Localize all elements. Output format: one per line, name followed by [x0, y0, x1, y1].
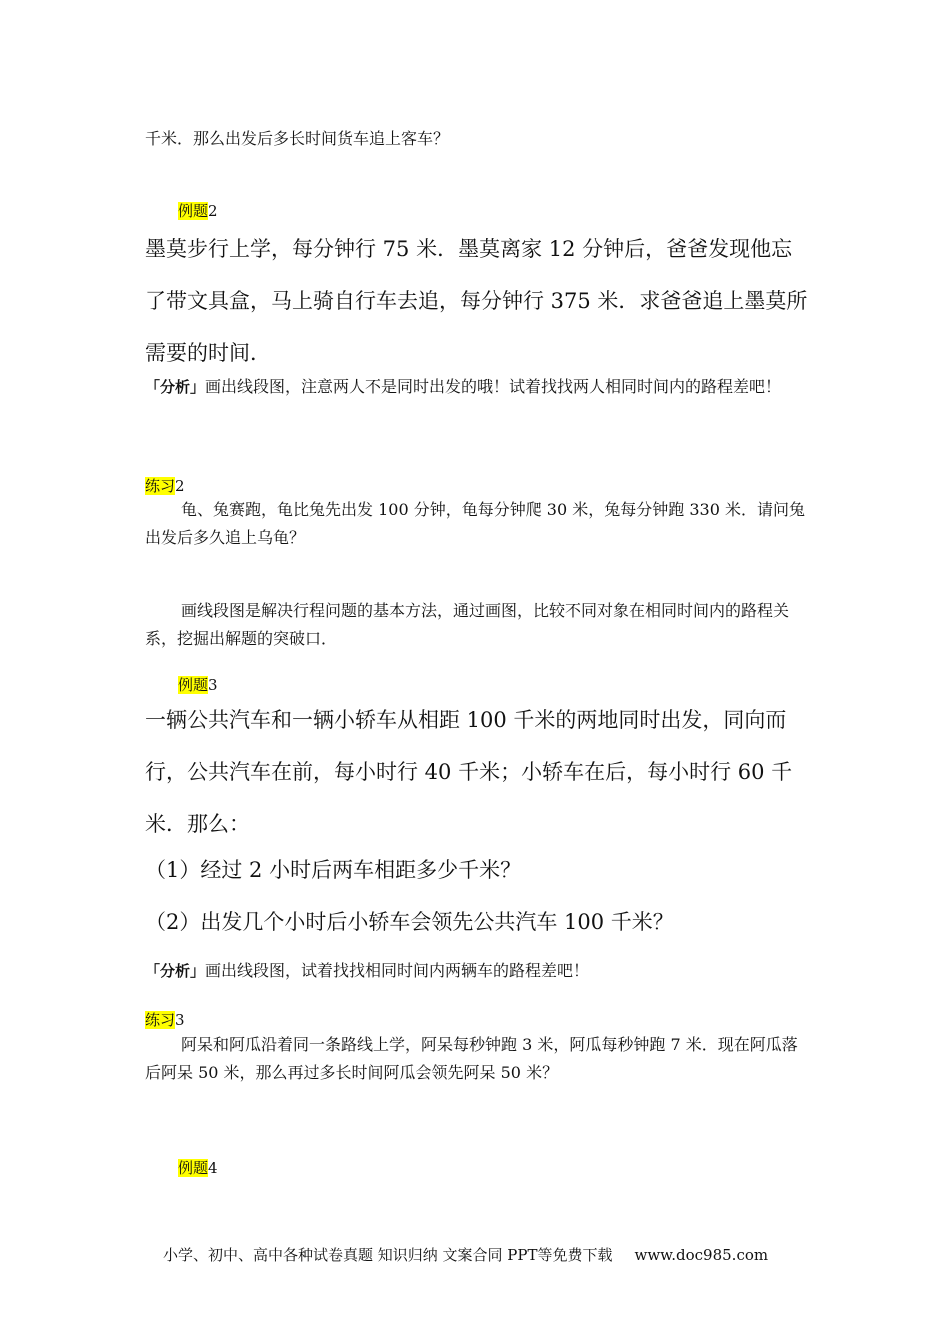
example-2-analysis — [145, 374, 810, 400]
practice-number: 3 — [175, 1011, 185, 1029]
analysis-tag: 「分析」 — [145, 962, 206, 980]
footer-site-link[interactable]: www.doc985.com — [634, 1246, 769, 1264]
analysis-tag: 「分析」 — [145, 378, 206, 396]
practice-3-text: 阿呆和阿瓜沿着同一条路线上学，阿呆每秒钟跑 3 米，阿瓜每秒钟跑 7 米．现在阿瓜落后阿呆 50 米，那么再过多长时间阿瓜会领先阿呆 50 米？ — [145, 1035, 798, 1082]
tip-paragraph: 画线段图是解决行程问题的基本方法，通过画图，比较不同对象在相同时间内的路程关系，挖掘出解题的突破口． — [145, 601, 790, 648]
example-3-question-2: （2）出发几个小时后小轿车会领先公共汽车 100 千米？ — [145, 910, 674, 934]
practice-number: 2 — [175, 477, 185, 495]
example-label-highlight: 例题 — [178, 202, 209, 220]
practice-label-highlight: 练习 — [145, 477, 176, 495]
page-footer — [163, 1244, 768, 1266]
practice-2-text: 龟、兔赛跑，龟比兔先出发 100 分钟，龟每分钟爬 30 米，兔每分钟跑 330 米．请问兔出发后多久追上乌龟？ — [145, 500, 805, 547]
example-4-label — [178, 1158, 218, 1178]
practice-3-label — [145, 1010, 185, 1030]
analysis-text: 画出线段图，试着找找相同时间内两辆车的路程差吧！ — [205, 961, 590, 980]
example-label-highlight: 例题 — [178, 676, 209, 694]
example-label-highlight: 例题 — [178, 1159, 209, 1177]
analysis-text: 画出线段图，注意两人不是同时出发的哦！试着找找两人相同时间内的路程差吧！ — [205, 377, 782, 396]
example-number: 4 — [208, 1159, 218, 1177]
example-3-problem: 一辆公共汽车和一辆小轿车从相距 100 千米的两地同时出发，同向而行，公共汽车在前，每小时行 40 千米；小轿车在后，每小时行 60 千米．那么： — [145, 708, 793, 836]
example-number: 2 — [208, 202, 218, 220]
example-3-question-1: （1）经过 2 小时后两车相距多少千米？ — [145, 858, 522, 882]
example-3-analysis — [145, 958, 810, 984]
footer-text: 小学、初中、高中各种试卷真题 知识归纳 文案合同 PPT等免费下载 — [163, 1246, 613, 1264]
practice-label-highlight: 练习 — [145, 1011, 176, 1029]
example-3-label — [178, 675, 218, 695]
carryover-text: 千米．那么出发后多长时间货车追上客车？ — [145, 129, 450, 148]
practice-2-label — [145, 476, 185, 496]
example-2-label — [178, 201, 218, 221]
example-2-problem: 墨莫步行上学，每分钟行 75 米．墨莫离家 12 分钟后，爸爸发现他忘了带文具盒，马上骑自行车去追，每分钟行 375 米．求爸爸追上墨莫所需要的时间． — [145, 237, 808, 365]
example-number: 3 — [208, 676, 218, 694]
